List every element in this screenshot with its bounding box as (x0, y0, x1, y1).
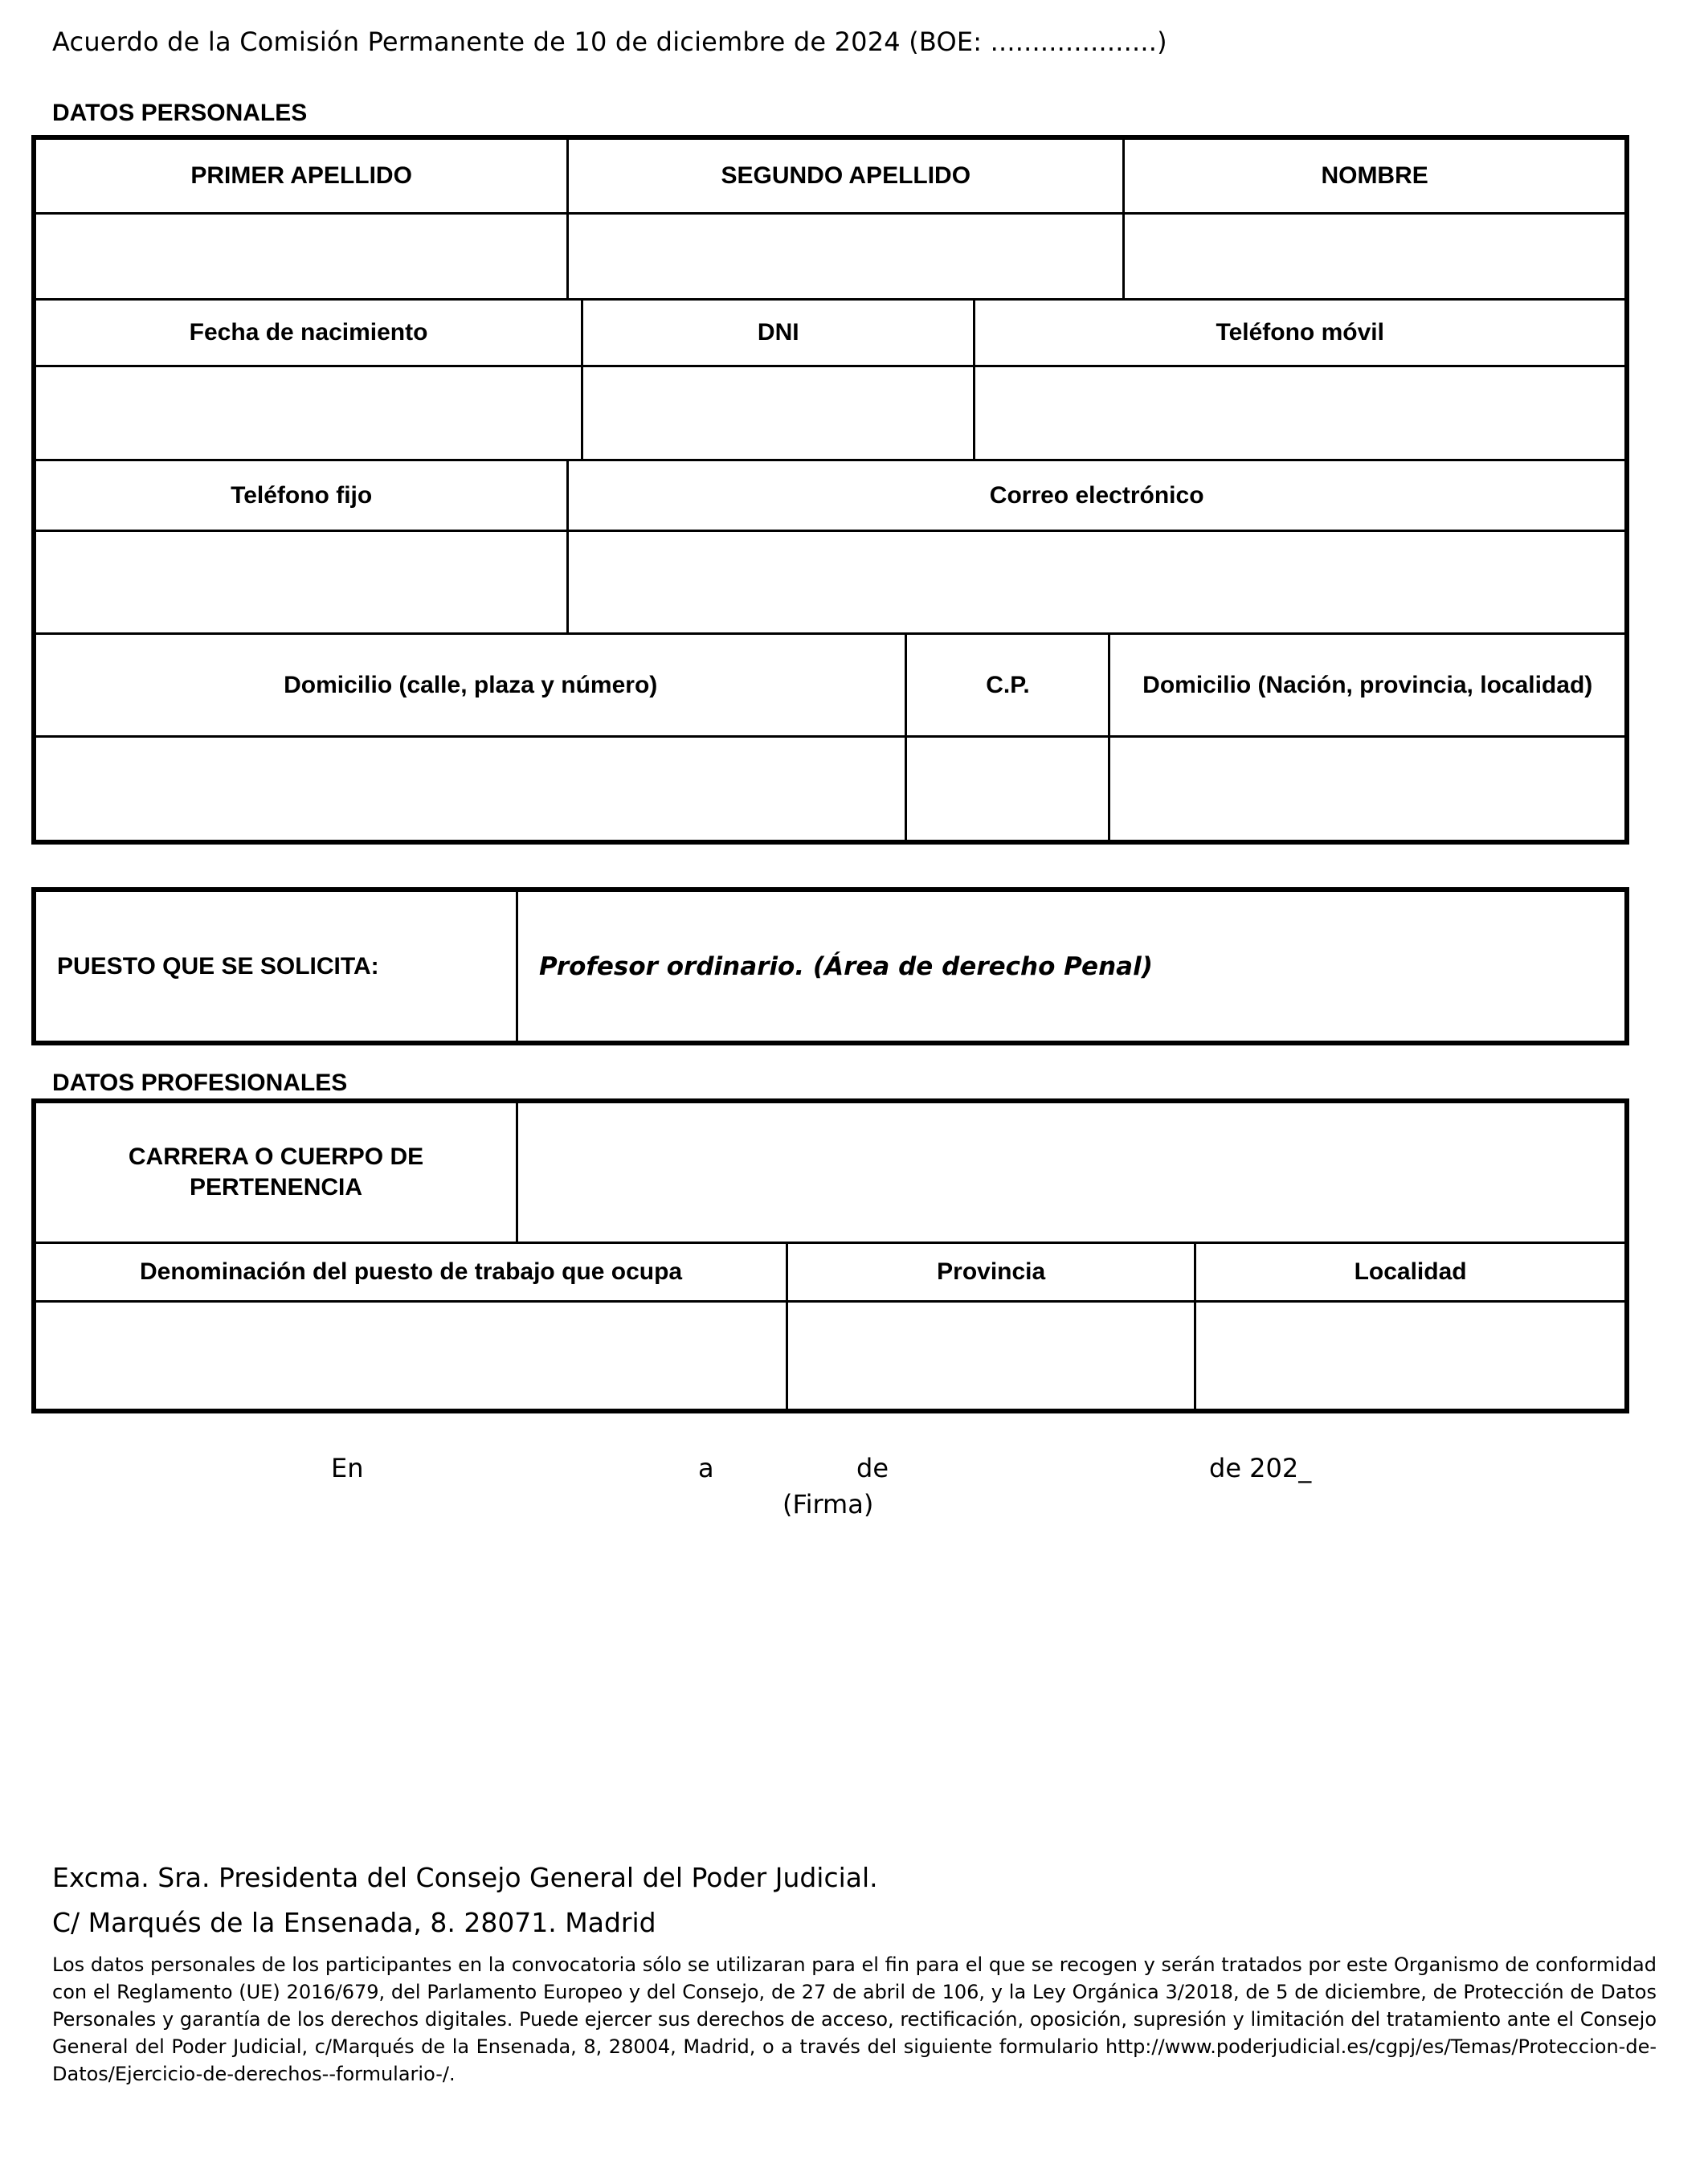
header-cell-telefono-fijo: Teléfono fijo (231, 481, 373, 509)
header-cell-primer-apellido: PRIMER APELLIDO (190, 162, 412, 189)
header-cell-provincia: Provincia (786, 1244, 1194, 1300)
input-cell-domicilio-nacion[interactable] (1108, 738, 1624, 840)
job-input-row (36, 1300, 1624, 1409)
input-cell-provincia[interactable] (786, 1303, 1194, 1409)
input-cell-telefono-movil[interactable] (973, 367, 1624, 459)
signature-a-label: a (698, 1453, 714, 1483)
addressee-line: Excma. Sra. Presidenta del Consejo General del Poder Judicial. (52, 1862, 878, 1893)
domicilio-header-row (36, 632, 1624, 735)
input-cell-correo-electronico[interactable] (566, 532, 1624, 632)
phone-email-input-row (36, 530, 1624, 632)
apellidos-input-row (36, 212, 1624, 298)
apellidos-header-row (36, 140, 1624, 212)
input-cell-telefono-fijo[interactable] (36, 532, 566, 632)
input-cell-fecha-nacimiento[interactable] (36, 367, 581, 459)
header-cell-localidad: Localidad (1194, 1244, 1624, 1300)
header-cell-cp: C.P. (905, 635, 1108, 735)
signature-de-label: de (856, 1453, 889, 1483)
contact-input-row (36, 365, 1624, 459)
position-request-table (31, 887, 1629, 1045)
input-cell-segundo-apellido[interactable] (566, 215, 1122, 298)
firma-label: (Firma) (782, 1489, 874, 1520)
contact-header-row (36, 298, 1624, 365)
domicilio-input-row (36, 735, 1624, 840)
carrera-label-cell: CARRERA O CUERPO DE PERTENENCIA (128, 1143, 424, 1201)
address-line: C/ Marqués de la Ensenada, 8. 28071. Madrid (52, 1907, 656, 1938)
position-label-cell: PUESTO QUE SE SOLICITA: (57, 952, 379, 980)
input-cell-carrera[interactable] (516, 1103, 1624, 1242)
header-cell-fecha-nacimiento: Fecha de nacimiento (189, 319, 428, 346)
input-cell-dni[interactable] (581, 367, 973, 459)
input-cell-domicilio-calle[interactable] (36, 738, 905, 840)
professional-data-table (31, 1098, 1629, 1413)
input-cell-denominacion-puesto[interactable] (36, 1303, 786, 1409)
position-request-row (36, 892, 1624, 1041)
header-cell-segundo-apellido: SEGUNDO APELLIDO (566, 140, 1122, 212)
position-value-cell: Profesor ordinario. (Área de derecho Penal) (516, 892, 1624, 1041)
datos-personales-heading: DATOS PERSONALES (52, 100, 308, 126)
input-cell-nombre[interactable] (1122, 215, 1624, 298)
job-header-row (36, 1242, 1624, 1300)
personal-data-table (31, 135, 1629, 845)
phone-email-header-row (36, 459, 1624, 530)
signature-year-label: de 202_ (1209, 1453, 1312, 1483)
boe-agreement-line: Acuerdo de la Comisión Permanente de 10 de diciembre de 2024 (BOE: ....................) (52, 27, 1167, 57)
signature-line (0, 1453, 1708, 1553)
data-protection-notice: Los datos personales de los participantes en la convocatoria sólo se utilizaran para el fin para el que se recogen y serán tratados por este Organismo de conformidad con el Reglamento (UE) 2016/679, del Parlamento Europeo y del Consejo, de 27 de abril de 106, y la Ley Orgánica 3/2018, de 5 de diciembre, de Protección de Datos Personales y garantía de los derechos digitales. Puede ejercer sus derechos de acceso, rectificación, oposición, supresión y limitación del tratamiento ante el Consejo General del Poder Judicial, c/Marqués de la Ensenada, 8, 28004, Madrid, o a través del siguiente formulario http://www.poderjudicial.es/cgpj/es/Temas/Proteccion-de-Datos/Ejercicio-de-derechos--formulario-/. (52, 1953, 1657, 2085)
signature-en-label: En (331, 1453, 364, 1483)
header-cell-nombre: NOMBRE (1122, 140, 1624, 212)
header-cell-correo-electronico: Correo electrónico (566, 461, 1624, 530)
header-cell-domicilio-calle: Domicilio (calle, plaza y número) (284, 671, 658, 698)
header-cell-dni: DNI (581, 301, 973, 365)
input-cell-cp[interactable] (905, 738, 1108, 840)
header-cell-telefono-movil: Teléfono móvil (973, 301, 1624, 365)
datos-profesionales-heading: DATOS PROFESIONALES (52, 1070, 348, 1096)
header-cell-domicilio-nacion: Domicilio (Nación, provincia, localidad) (1108, 635, 1624, 735)
form-page (0, 26, 1708, 2164)
input-cell-primer-apellido[interactable] (36, 215, 566, 298)
input-cell-localidad[interactable] (1194, 1303, 1624, 1409)
header-cell-denominacion-puesto: Denominación del puesto de trabajo que ocupa (140, 1258, 683, 1285)
carrera-row (36, 1103, 1624, 1242)
